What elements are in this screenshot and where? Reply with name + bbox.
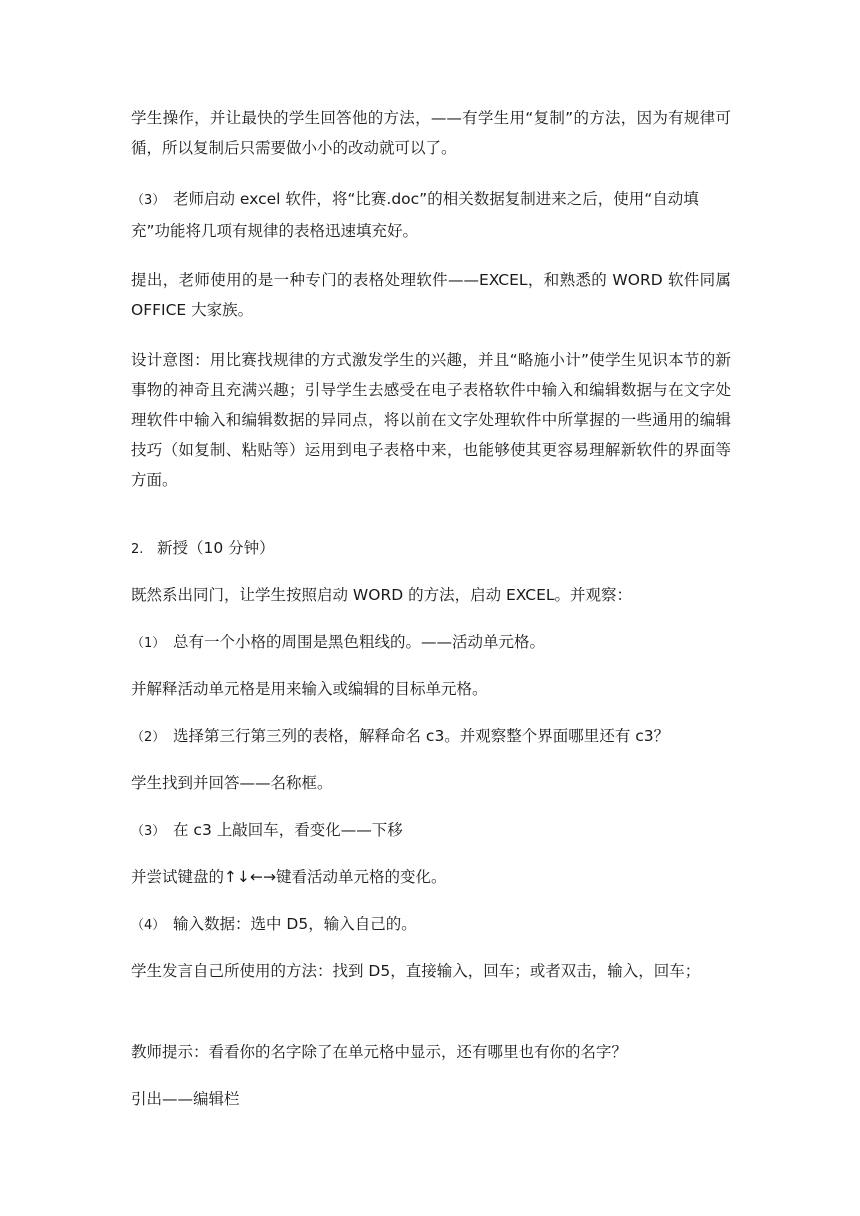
paragraph-edit-bar (131, 1084, 731, 1114)
paragraph-text: 学生发言自己所使用的方法：找到 D5，直接输入，回车；或者双击，输入，回车； (131, 962, 701, 980)
section-heading-new-lesson (131, 533, 731, 565)
paragraph-text: 教师提示：看看你的名字除了在单元格中显示，还有哪里也有你的名字？ (131, 1043, 628, 1061)
paragraph-student-operation (131, 103, 731, 163)
list-number: 2. (131, 542, 144, 557)
paragraph-numbered-3-enter (131, 815, 731, 847)
paragraph-text: 新授（10 分钟） (157, 539, 275, 557)
paragraph-text: 提出，老师使用的是一种专门的表格处理软件——EXCEL，和熟悉的 WORD 软件同属 OFFICE 大家族。 (131, 271, 731, 319)
paragraph-text: 输入数据：选中 D5，输入自己的。 (173, 915, 417, 933)
paragraph-numbered-1-active-cell (131, 627, 731, 659)
list-number: （2） (131, 730, 166, 745)
paragraph-numbered-2-c3 (131, 721, 731, 753)
paragraph-text: 选择第三行第三列的表格，解释命名 c3。并观察整个界面哪里还有 c3？ (173, 727, 670, 745)
paragraph-excel-intro (131, 265, 731, 325)
paragraph-text: 并尝试键盘的↑↓←→键看活动单元格的变化。 (131, 868, 447, 886)
paragraph-arrow-keys (131, 862, 731, 892)
paragraph-start-excel (131, 580, 731, 610)
paragraph-text: 既然系出同门，让学生按照启动 WORD 的方法，启动 EXCEL。并观察： (131, 586, 633, 604)
paragraph-text: 设计意图：用比赛找规律的方式激发学生的兴趣，并且“略施小计”使学生见识本节的新事物的神奇且充满兴趣；引导学生去感受在电子表格软件中输入和编辑数据与在文字处理软件中输入和编辑数据的异同点，将以前在文字处理软件中所掌握的一些通用的编辑技巧（如复制、粘贴等）运用到电子表格中来，也能够使其更容易理解新软件的界面等方面。 (131, 351, 731, 489)
paragraph-active-cell-explanation (131, 674, 731, 704)
paragraph-text: 学生操作，并让最快的学生回答他的方法，——有学生用“复制”的方法，因为有规律可循，所以复制后只需要做小小的改动就可以了。 (131, 109, 731, 157)
paragraph-design-intent (131, 345, 731, 495)
paragraph-numbered-4-input-data (131, 909, 731, 941)
paragraph-name-box-answer (131, 768, 731, 798)
paragraph-text: 在 c3 上敲回车，看变化——下移 (173, 821, 403, 839)
paragraph-teacher-hint (131, 1037, 731, 1067)
list-number: （1） (131, 636, 166, 651)
paragraph-text: 学生找到并回答——名称框。 (131, 774, 333, 792)
paragraph-text: 并解释活动单元格是用来输入或编辑的目标单元格。 (131, 680, 488, 698)
list-number: （3） (131, 193, 166, 208)
list-number: （4） (131, 918, 166, 933)
paragraph-text: 总有一个小格的周围是黑色粗线的。——活动单元格。 (173, 633, 546, 651)
paragraph-text: 引出——编辑栏 (131, 1090, 240, 1108)
list-number: （3） (131, 824, 166, 839)
paragraph-numbered-3-autofill (131, 184, 721, 246)
paragraph-student-methods (131, 956, 731, 986)
paragraph-text: 老师启动 excel 软件，将“比赛.doc”的相关数据复制进来之后，使用“自动填充”功能将几项有规律的表格迅速填充好。 (131, 190, 699, 240)
